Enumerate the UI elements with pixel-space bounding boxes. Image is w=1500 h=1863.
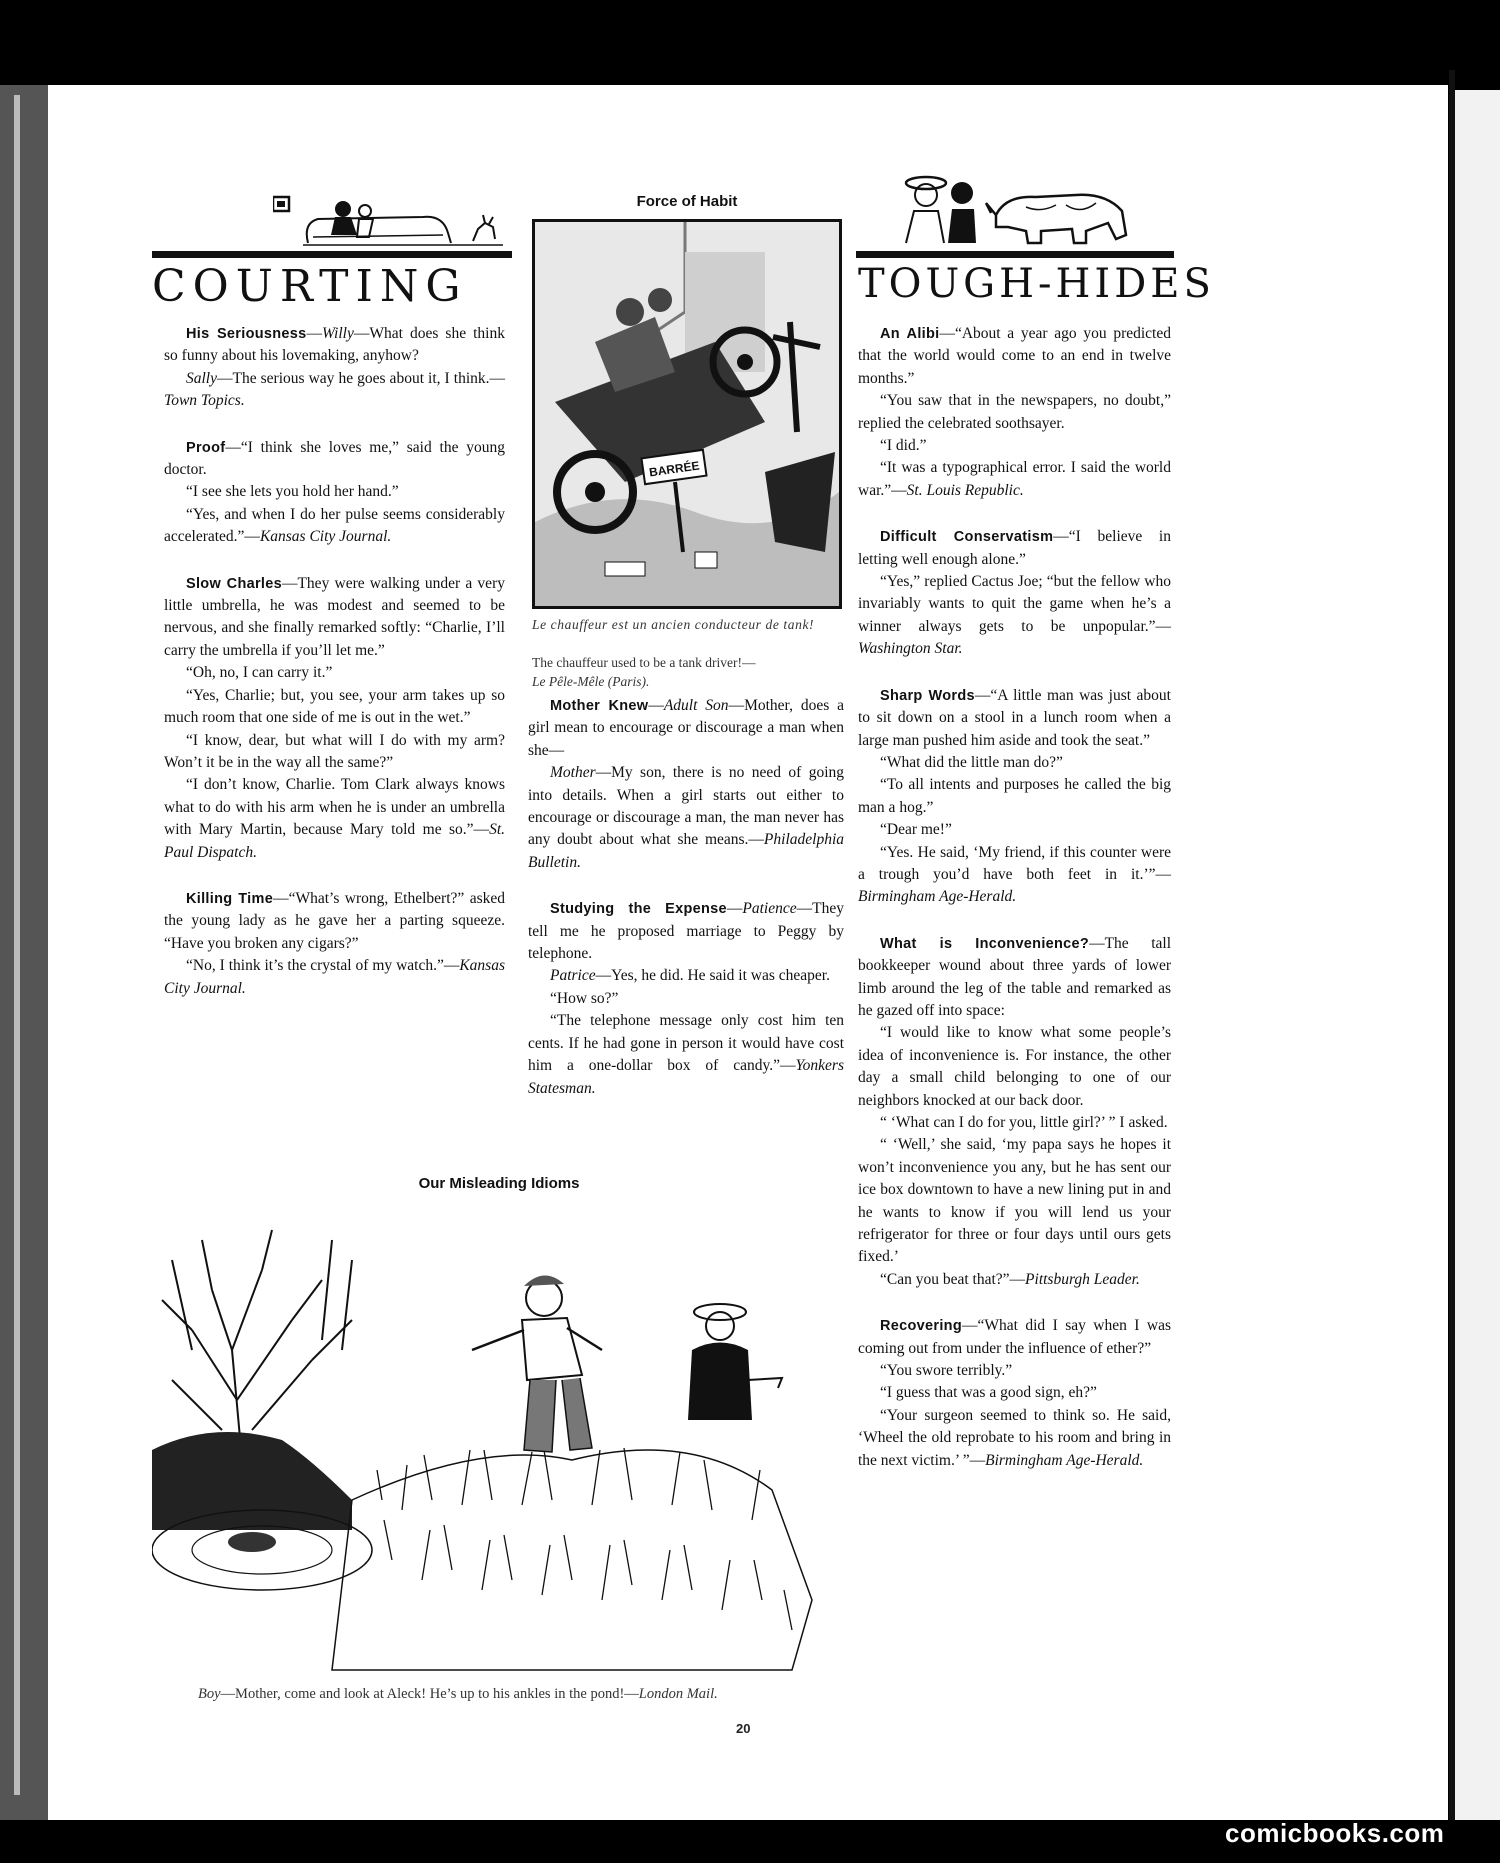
courting-header-illustration [273, 193, 513, 249]
article-entry [164, 573, 505, 864]
article-lead-paragraph [858, 323, 1171, 390]
article-heading: Mother Knew [550, 698, 649, 714]
article-text: “How so?” [550, 989, 619, 1007]
article-text: — [306, 325, 322, 342]
crashed-car-drawing [535, 222, 839, 606]
article-lead-paragraph [164, 437, 505, 482]
page-number: 20 [736, 1721, 751, 1736]
article-paragraph [858, 1269, 1171, 1291]
entry-spacer [528, 874, 844, 898]
article-text: “What did the little man do?” [880, 753, 1063, 771]
article-heading: An Alibi [880, 326, 940, 342]
article-paragraph [858, 1405, 1171, 1472]
article-paragraph [164, 481, 505, 503]
article-paragraph [164, 955, 505, 1000]
article-italic-text: Birmingham Age-Herald. [858, 888, 1017, 906]
article-text: — [726, 900, 743, 918]
entry-spacer [858, 502, 1171, 526]
article-heading: Slow Charles [186, 575, 282, 592]
article-italic-text: Patrice [550, 967, 596, 985]
caption-english-text: The chauffeur used to be a tank driver!— [532, 655, 756, 670]
article-entry [858, 1315, 1171, 1472]
article-paragraph [164, 368, 505, 413]
article-italic-text: Town Topics. [164, 392, 245, 410]
article-lead-paragraph [858, 685, 1171, 752]
entry-spacer [858, 909, 1171, 933]
article-entry [528, 898, 844, 1100]
article-heading: Killing Time [186, 890, 274, 907]
right-column [858, 323, 1171, 1472]
article-italic-text: Adult Son [663, 697, 729, 714]
article-text: “Yes, and when I do her pulse seems considerably accelerated.”— [164, 505, 505, 546]
binding-spine [0, 85, 48, 1820]
article-text: —Mother, does a girl mean to encourage or discourage a man when she— [528, 697, 844, 759]
article-text: “Yes,” replied Cactus Joe; “but the fellow who invariably wants to quit the game when he’s a winner always gets to be unpopular.”— [858, 573, 1171, 635]
article-italic-text: Patience [742, 900, 797, 918]
article-lead-paragraph [164, 573, 505, 663]
article-italic-text: St. Louis Republic. [906, 481, 1024, 499]
article-text: —They tell me he proposed marriage to Peggy by telephone. [528, 900, 844, 963]
article-text: —“A little man was just about to sit down on a stool in a lunch room when a large man pushed him aside and took the seat.” [858, 686, 1171, 749]
section-title-courting: COURTING [152, 261, 468, 312]
article-text: “Your surgeon seemed to think so. He said, ‘Wheel the old reprobate to his room and bring in the next victim.’ ”— [858, 1406, 1171, 1469]
article-text: —They were walking under a very little umbrella, he was modest and seemed to be nervous, and she finally remarked softly: “Charlie, I’ll carry the umbrella if you’ll let me.” [164, 574, 505, 659]
caption-speaker: Boy [198, 1686, 221, 1702]
article-paragraph [858, 752, 1171, 774]
article-text: —“I believe in letting well enough alone.” [858, 528, 1171, 568]
caption-london-mail: London Mail. [638, 1686, 718, 1702]
article-lead-paragraph [528, 898, 844, 965]
article-text: —“What did I say when I was coming out from under the influence of ether?” [858, 1317, 1171, 1357]
article-paragraph [858, 1360, 1171, 1382]
article-text: “I see she lets you hold her hand.” [186, 483, 399, 501]
article-paragraph [858, 774, 1171, 819]
article-italic-text: Washington Star. [858, 640, 963, 658]
entry-spacer [164, 864, 505, 888]
misleading-idioms-cartoon [152, 1200, 842, 1680]
article-italic-text: Kansas City Journal. [259, 528, 392, 546]
article-text: —Yes, he did. He said it was cheaper. [595, 967, 830, 985]
article-text: “Can you beat that?”— [880, 1270, 1026, 1288]
article-paragraph [164, 774, 505, 864]
article-text: “Dear me!” [880, 821, 952, 839]
article-text: “I guess that was a good sign, eh?” [880, 1384, 1097, 1402]
caption-source: Le Pêle-Mêle (Paris). [532, 674, 650, 689]
left-column [164, 323, 505, 1000]
article-italic-text: Mother [550, 764, 596, 782]
article-heading: What is Inconvenience? [880, 935, 1090, 952]
article-text: “The telephone message only cost him ten cents. If he had gone in person it would have cost him a one-dollar box of candy.”— [528, 1012, 844, 1075]
article-text: —“What’s wrong, Ethelbert?” asked the young lady as he gave her a parting squeeze. “Have you broken any cigars?” [164, 889, 506, 952]
middle-column [528, 695, 844, 1100]
entry-spacer [164, 549, 505, 573]
bottom-cartoon-caption [198, 1685, 848, 1704]
article-paragraph [858, 842, 1171, 909]
article-lead-paragraph [858, 1315, 1171, 1360]
pond-scene-drawing [152, 1200, 842, 1680]
article-text: “To all intents and purposes he called the big man a hog.” [858, 776, 1171, 816]
article-entry [858, 933, 1171, 1292]
article-text: “Yes, Charlie; but, you see, your arm takes up so much room that one side of me is out in the wet.” [164, 686, 505, 727]
tough-hides-header-illustration [836, 155, 1136, 255]
article-text: “You saw that in the newspapers, no doubt,” replied the celebrated soothsayer. [858, 392, 1171, 432]
article-text: —What does she think so funny about his lovemaking, anyhow? [164, 325, 505, 365]
article-paragraph [858, 1382, 1171, 1404]
article-paragraph [164, 504, 505, 549]
cartoon-title-misleading-idioms: Our Misleading Idioms [418, 1175, 580, 1192]
article-paragraph [528, 988, 844, 1010]
article-lead-paragraph [858, 933, 1171, 1023]
cartoon-caption-french: Le chauffeur est un ancien conducteur de tank! [532, 617, 815, 632]
article-italic-text: Philadelphia Bulletin. [528, 831, 844, 871]
article-entry [858, 685, 1171, 909]
magazine-page [48, 85, 1448, 1820]
article-italic-text: Kansas City Journal. [164, 957, 505, 997]
article-entry [164, 437, 505, 549]
article-text: “Oh, no, I can carry it.” [186, 664, 333, 682]
article-paragraph [528, 1010, 844, 1100]
article-heading: Sharp Words [880, 687, 975, 704]
article-text: “ ‘Well,’ she said, ‘my papa says he hopes it won’t inconvenience you any, but he has sent our ice box downtown to have a new lining put in and he wants to know if you will lend us your refrigerator for three or four days until ours gets fixed.’ [858, 1136, 1171, 1266]
article-italic-text: Sally [186, 369, 217, 387]
article-text: “I did.” [880, 437, 927, 455]
article-text: —“About a year ago you predicted that the world would come to an end in twelve months.” [858, 325, 1171, 387]
article-italic-text: Yonkers Statesman. [528, 1057, 844, 1097]
article-paragraph [858, 1112, 1171, 1134]
article-italic-text: Pittsburgh Leader. [1025, 1270, 1140, 1288]
article-text: “I would like to know what some people’s idea of inconvenience is. For instance, the other day a small child belonging to one of our neighbors knocked at our back door. [858, 1024, 1171, 1109]
article-text: —The serious way he goes about it, I think.— [217, 369, 505, 387]
article-paragraph [858, 1022, 1171, 1112]
article-entry [164, 888, 505, 1000]
article-text: — [648, 697, 664, 714]
article-heading: Proof [186, 439, 226, 456]
force-of-habit-cartoon [532, 219, 842, 609]
article-paragraph [858, 435, 1171, 457]
article-paragraph [528, 965, 844, 987]
entry-spacer [858, 661, 1171, 685]
cartoon-title-force-of-habit: Force of Habit [636, 193, 738, 210]
article-lead-paragraph [858, 526, 1171, 571]
article-paragraph [164, 685, 505, 730]
article-text: “ ‘What can I do for you, little girl?’ ” I asked. [880, 1114, 1168, 1131]
entry-spacer [858, 1291, 1171, 1315]
article-entry [858, 526, 1171, 660]
article-entry [858, 323, 1171, 502]
article-text: “I know, dear, but what will I do with my arm? Won’t it be in the way all the same?” [164, 731, 505, 771]
article-text: “Yes. He said, ‘My friend, if this counter were a trough you’d have both feet in it.’”— [858, 843, 1171, 883]
section-title-tough-hides: TOUGH-HIDES [858, 261, 1215, 307]
article-heading: Difficult Conservatism [880, 529, 1054, 546]
article-text: “It was a typographical error. I said the world war.”— [858, 459, 1171, 499]
article-heading: Recovering [880, 1318, 962, 1335]
article-lead-paragraph [528, 695, 844, 762]
article-paragraph [858, 571, 1171, 661]
article-entry [528, 695, 844, 874]
barree-sign-text: BARRÉE [648, 458, 701, 480]
article-lead-paragraph [164, 888, 505, 955]
article-entry [164, 323, 505, 413]
article-paragraph [858, 819, 1171, 841]
article-paragraph [858, 390, 1171, 435]
article-italic-text: Willy [322, 325, 354, 342]
next-page-edge [1455, 90, 1500, 1820]
article-italic-text: Birmingham Age-Herald. [985, 1451, 1144, 1469]
tough-hides-rule [856, 251, 1174, 258]
article-text: —My son, there is no need of going into details. When a girl starts out either to encourage or discourage a man, the man never has any doubt about what she means.— [528, 764, 844, 849]
article-text: —“I think she loves me,” said the young doctor. [164, 438, 505, 479]
article-lead-paragraph [164, 323, 505, 368]
article-text: “No, I think it’s the crystal of my watch.”— [186, 957, 460, 975]
article-heading: Studying the Expense [550, 901, 727, 918]
entry-spacer [164, 413, 505, 437]
article-paragraph [858, 457, 1171, 502]
article-paragraph [858, 1134, 1171, 1268]
article-paragraph [164, 730, 505, 775]
cartoon-caption-english [532, 653, 842, 691]
article-text: “You swore terribly.” [880, 1362, 1013, 1380]
article-paragraph [164, 662, 505, 684]
caption-boy-text: —Mother, come and look at Aleck! He’s up to his ankles in the pond!— [220, 1686, 639, 1702]
courting-rule [152, 251, 512, 258]
article-text: “I don’t know, Charlie. Tom Clark always knows what to do with his arm when he is under an umbrella with Mary Martin, because Mary told me so.”— [164, 776, 505, 839]
article-italic-text: St. Paul Dispatch. [164, 821, 505, 861]
binding-stripe [14, 95, 20, 1795]
article-text: —The tall bookkeeper wound about three yards of lower limb around the leg of the table and remarked as he gazed off into space: [858, 934, 1171, 1019]
article-paragraph [528, 762, 844, 874]
article-heading: His Seriousness [186, 326, 307, 342]
watermark: comicbooks.com [1225, 1818, 1445, 1848]
